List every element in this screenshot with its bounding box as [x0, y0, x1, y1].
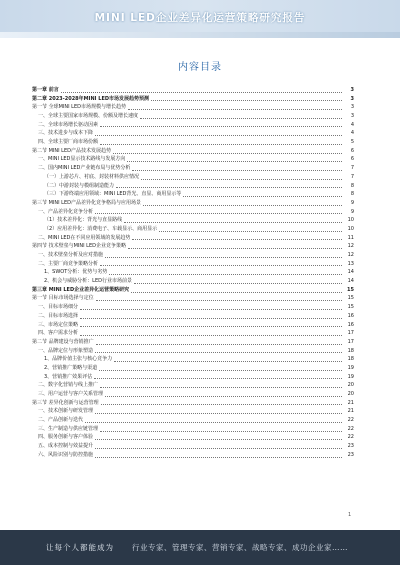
toc-entry[interactable] — [32, 286, 354, 295]
toc-entry[interactable] — [32, 234, 354, 243]
toc-entry-title: 二、数字化营销与线上推广 — [38, 382, 99, 389]
toc-entry[interactable] — [32, 434, 354, 443]
toc-entry-title: 第一节 目标市场选择与定位 — [32, 295, 94, 302]
toc-leader-dots — [96, 344, 342, 345]
toc-entry[interactable] — [32, 407, 354, 416]
header-accent — [0, 32, 400, 38]
toc-entry-title: 2、机会与威胁分析：LED行业市场前景 — [44, 278, 132, 285]
toc-entry-title: 第二节 MINI LED产品技术发展趋势 — [32, 147, 111, 154]
toc-entry-title: 3、营销推广效果评估 — [44, 373, 93, 380]
toc-entry-page: 12 — [347, 243, 354, 250]
toc-entry-title: 第一章 前言 — [32, 86, 59, 93]
toc-entry[interactable] — [32, 295, 354, 304]
toc-entry-title: 第四节 技术壁垒与MINI LED企业竞争策略 — [32, 243, 126, 250]
toc-entry-page: 17 — [347, 338, 354, 345]
report-title: MINI LED企业差异化运营策略研究报告 — [94, 12, 306, 24]
toc-entry-title: 一、技术壁垒分析及应对措施 — [38, 252, 104, 259]
toc-entry[interactable] — [32, 373, 354, 382]
toc-entry[interactable] — [32, 355, 354, 364]
toc-entry-title: （一）上游芯片、衬底、封装材料供应情况 — [44, 173, 140, 180]
toc-leader-dots — [100, 431, 342, 432]
toc-entry-title: 三、市场定位策略 — [38, 321, 79, 328]
toc-entry-page: 9 — [350, 199, 354, 206]
toc-leader-dots — [101, 404, 342, 405]
toc-entry[interactable] — [32, 103, 354, 112]
toc-entry[interactable] — [32, 381, 354, 390]
toc-entry-page: 8 — [350, 182, 354, 189]
toc-entry-title: 四、服务创新与客户体验 — [38, 434, 94, 441]
toc-leader-dots — [109, 274, 342, 275]
toc-entry-page: 16 — [347, 312, 354, 319]
toc-entry-title: 一、技术创新与研发管理 — [38, 408, 94, 415]
toc-leader-dots — [128, 109, 342, 110]
toc-entry[interactable] — [32, 138, 354, 147]
toc-leader-dots — [159, 231, 342, 232]
toc-entry-title: 2、营销推广策略与渠道 — [44, 364, 98, 371]
toc-entry-page: 22 — [347, 425, 354, 432]
toc-entry[interactable] — [32, 156, 354, 165]
toc-entry-title: 1、品牌价值主张与核心竞争力 — [44, 356, 113, 363]
toc-leader-dots — [95, 413, 342, 414]
toc-leader-dots — [95, 439, 342, 440]
toc-entry-page: 16 — [347, 321, 354, 328]
toc-entry[interactable] — [32, 329, 354, 338]
toc-entry[interactable] — [32, 425, 354, 434]
toc-entry-page: 3 — [350, 104, 354, 111]
toc-entry-title: （二）中游封装与模组制造能力 — [44, 182, 115, 189]
toc-leader-dots — [80, 326, 342, 327]
toc-entry-title: 三、生产制造与供应链管理 — [38, 425, 99, 432]
toc-entry-page: 3 — [350, 95, 354, 102]
toc-leader-dots — [141, 179, 342, 180]
toc-entry[interactable] — [32, 338, 354, 347]
toc-leader-dots — [113, 153, 342, 154]
toc-entry[interactable] — [32, 277, 354, 286]
toc-entry-page: 6 — [350, 156, 354, 163]
toc-leader-dots — [151, 100, 342, 101]
toc-entry-title: （1）技术差异化：背光与直显路线 — [44, 217, 123, 224]
toc-entry-page: 9 — [350, 208, 354, 215]
toc-leader-dots — [95, 213, 342, 214]
toc-leader-dots — [116, 187, 342, 188]
toc-entry[interactable] — [32, 251, 354, 260]
toc-entry[interactable] — [32, 442, 354, 451]
toc-entry-page: 18 — [347, 356, 354, 363]
toc-leader-dots — [95, 457, 342, 458]
toc-entry-page: 23 — [347, 443, 354, 450]
toc-leader-dots — [132, 239, 342, 240]
toc-leader-dots — [105, 396, 342, 397]
toc-entry-page: 17 — [347, 330, 354, 337]
toc-entry-title: 四、客户需求分析 — [38, 330, 79, 337]
toc-entry-page: 13 — [347, 260, 354, 267]
toc-leader-dots — [99, 370, 342, 371]
toc-entry-page: 10 — [347, 217, 354, 224]
toc-entry-page: 7 — [350, 173, 354, 180]
toc-entry-title: 二、产品创新与迭代 — [38, 417, 84, 424]
toc-entry-title: 第二章 2023-2028年MINI LED市场发展趋势预测 — [32, 95, 150, 102]
toc-entry[interactable] — [32, 303, 354, 312]
toc-leader-dots — [100, 126, 342, 127]
toc-leader-dots — [95, 352, 342, 353]
toc-entry-page: 3 — [350, 113, 354, 120]
toc-entry-page: 5 — [350, 139, 354, 146]
toc-entry[interactable] — [32, 86, 354, 95]
toc-entry[interactable] — [32, 321, 354, 330]
toc-entry[interactable] — [32, 312, 354, 321]
toc-leader-dots — [80, 318, 342, 319]
toc-entry-page: 12 — [347, 252, 354, 259]
toc-entry[interactable] — [32, 260, 354, 269]
toc-entry-title: 三、用户运营与客户关系管理 — [38, 391, 104, 398]
toc-entry-page: 20 — [347, 382, 354, 389]
toc-entry-page: 14 — [347, 269, 354, 276]
toc-entry-title: 第二节 品牌建设与营销推广 — [32, 338, 94, 345]
toc-entry-title: （2）应用差异化：消费电子、车载显示、商用显示 — [44, 225, 158, 232]
toc-entry-title: 二、国内MINI LED产业链布局与优势分析 — [38, 165, 131, 172]
toc-entry-title: 第三章 MINI LED企业差异化运营策略研究 — [32, 286, 130, 293]
toc-entry[interactable] — [32, 268, 354, 277]
toc-leader-dots — [105, 257, 342, 258]
toc-entry-title: （三）下游终端应用领域：MINI LED背光、直显、商用显示等 — [44, 191, 182, 198]
toc-entry-title: 第一节 全球MINI LED市场规模与增长趋势 — [32, 104, 126, 111]
toc-entry-page: 15 — [347, 286, 354, 293]
toc-entry[interactable] — [32, 112, 354, 121]
toc-entry-page: 19 — [347, 364, 354, 371]
toc-entry-page: 22 — [347, 434, 354, 441]
toc-entry-page: 4 — [350, 121, 354, 128]
toc-leader-dots — [132, 170, 342, 171]
toc-entry-title: 四、全球主要厂商市场份额 — [38, 139, 99, 146]
toc-entry[interactable] — [32, 95, 354, 104]
toc-leader-dots — [80, 335, 342, 336]
toc-leader-dots — [140, 118, 342, 119]
toc-entry-title: 一、产品差异化竞争分析 — [38, 208, 94, 215]
footer-tagline: 行业专家、管理专家、营销专家、战略专家、成功企业家…… — [132, 543, 348, 552]
toc-title: 内容目录 — [178, 62, 222, 73]
toc-leader-dots — [114, 361, 342, 362]
toc-entry-title: 一、MINI LED显示技术路线与发展方向 — [38, 156, 126, 163]
toc-leader-dots — [131, 292, 342, 293]
toc-entry-title: 1、SWOT分析：优势与劣势 — [44, 269, 108, 276]
toc-leader-dots — [96, 300, 342, 301]
toc-leader-dots — [80, 309, 342, 310]
toc-leader-dots — [94, 378, 342, 379]
toc-entry[interactable] — [32, 190, 354, 199]
toc-entry-title: 第三节 MINI LED产品差异化竞争格局与应用场景 — [32, 199, 141, 206]
toc-leader-dots — [134, 283, 342, 284]
toc-leader-dots — [128, 248, 342, 249]
toc-entry-page: 11 — [347, 234, 354, 241]
toc-entry-page: 8 — [350, 191, 354, 198]
toc-entry[interactable] — [32, 451, 354, 460]
toc-leader-dots — [143, 205, 342, 206]
toc-entry-page: 18 — [347, 347, 354, 354]
toc-entry[interactable] — [32, 390, 354, 399]
table-of-contents — [32, 86, 354, 460]
toc-entry-title: 五、成本控制与效益提升 — [38, 443, 94, 450]
toc-entry[interactable] — [32, 121, 354, 130]
toc-entry-title: 六、风险识别与防控措施 — [38, 451, 94, 458]
toc-leader-dots — [100, 265, 342, 266]
toc-entry[interactable] — [32, 164, 354, 173]
toc-entry-title: 二、MINI LED在不同应用领域的发展趋势 — [38, 234, 131, 241]
toc-entry[interactable] — [32, 216, 354, 225]
toc-entry-page: 14 — [347, 278, 354, 285]
toc-entry-page: 22 — [347, 417, 354, 424]
toc-entry[interactable] — [32, 347, 354, 356]
toc-entry-page: 6 — [350, 147, 354, 154]
toc-entry-page: 10 — [347, 225, 354, 232]
toc-entry[interactable] — [32, 208, 354, 217]
toc-entry[interactable] — [32, 147, 354, 156]
toc-entry-title: 一、目标市场细分 — [38, 304, 79, 311]
toc-entry-page: 15 — [347, 295, 354, 302]
toc-leader-dots — [124, 222, 342, 223]
toc-entry-page: 23 — [347, 451, 354, 458]
toc-entry[interactable] — [32, 225, 354, 234]
toc-entry-page: 19 — [347, 373, 354, 380]
toc-leader-dots — [183, 196, 342, 197]
toc-entry[interactable] — [32, 242, 354, 251]
toc-leader-dots — [61, 92, 342, 93]
toc-entry-page: 20 — [347, 391, 354, 398]
toc-entry-page: 4 — [350, 130, 354, 137]
toc-leader-dots — [127, 161, 342, 162]
toc-entry[interactable] — [32, 173, 354, 182]
toc-entry-title: 三、技术进步与成本下降 — [38, 130, 94, 137]
toc-entry[interactable] — [32, 199, 354, 208]
toc-entry-title: 第三节 差异化创新与运营管理 — [32, 399, 99, 406]
toc-leader-dots — [95, 448, 342, 449]
toc-entry[interactable] — [32, 416, 354, 425]
toc-entry-title: 一、全球主要国家市场规模、份额及增长速度 — [38, 113, 139, 120]
toc-entry-page: 7 — [350, 165, 354, 172]
toc-entry-page: 15 — [347, 304, 354, 311]
toc-entry-title: 一、品牌定位与形象塑造 — [38, 347, 94, 354]
toc-entry[interactable] — [32, 129, 354, 138]
toc-leader-dots — [85, 422, 342, 423]
toc-leader-dots — [100, 144, 342, 145]
toc-entry-title: 二、全球市场增长驱动因素 — [38, 121, 99, 128]
toc-entry-title: 二、主要厂商竞争策略分析 — [38, 260, 99, 267]
toc-entry[interactable] — [32, 182, 354, 191]
toc-leader-dots — [95, 135, 342, 136]
toc-entry-page: 21 — [347, 408, 354, 415]
toc-entry[interactable] — [32, 399, 354, 408]
toc-leader-dots — [100, 387, 342, 388]
page-mark: 1 — [348, 512, 352, 518]
toc-entry-title: 二、目标市场选择 — [38, 312, 79, 319]
toc-entry[interactable] — [32, 364, 354, 373]
toc-entry-page: 21 — [347, 399, 354, 406]
footer-slogan: 让每个人都能成为 — [46, 543, 114, 552]
toc-entry-page: 3 — [350, 86, 354, 93]
